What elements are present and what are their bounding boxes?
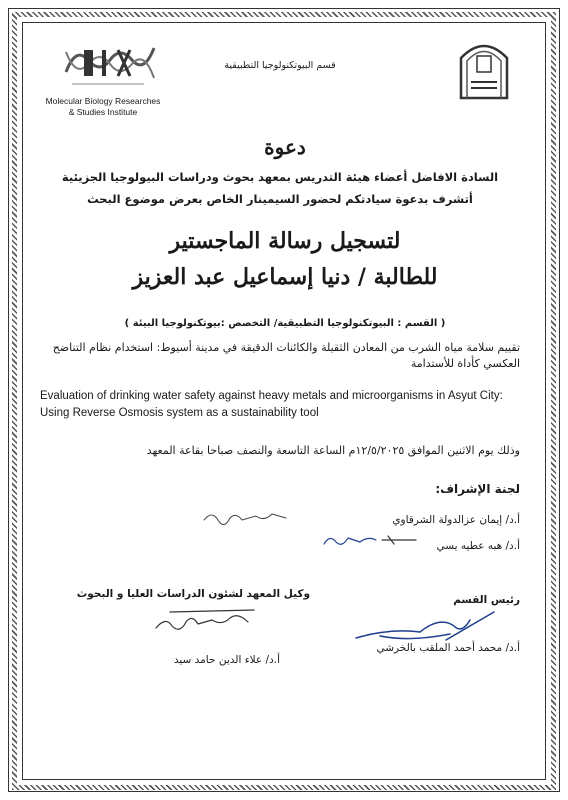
committee-member-2: أ.د/ هبه عطيه يسي (436, 540, 520, 552)
institute-name-line1: Molecular Biology Researches (45, 96, 161, 106)
institute-logo (58, 38, 158, 94)
department-specialization: ( القسم : البيوتكنولوجيا التطبيقية/ التخصص :بيوتكنولوجيا البيئة ) (124, 318, 446, 329)
vice-dean-signature (150, 604, 260, 640)
addressee-line: السادة الافاضل أعضاء هيئة التدريس بمعهد بحوث ودراسات البيولوجيا الجزيئية (61, 170, 499, 184)
university-logo (455, 36, 513, 100)
seminar-date: وذلك يوم الاثنين الموافق ١٢/٥/٢٠٢٥م الساعة التاسعة والنصف صباحا بقاعة المعهد (146, 444, 520, 457)
signature-member-1 (200, 506, 290, 530)
student-name: للطالبة / دنيا إسماعيل عبد العزيز (132, 264, 438, 290)
thesis-label: لتسجيل رسالة الماجستير (169, 228, 401, 254)
department-head-name: أ.د/ محمد أحمد الملقب بالخرشي (376, 642, 520, 654)
vice-dean-name: أ.د/ علاء الدين حامد سيد (173, 654, 280, 666)
institute-name-line2: & Studies Institute (68, 106, 138, 117)
request-line: أتشرف بدعوة سيادتكم لحضور السيمينار الخاص بعرض موضوع البحث (87, 192, 473, 206)
supervision-committee-title: لجنة الإشراف: (435, 482, 520, 496)
research-title-arabic: تقييم سلامة مياه الشرب من المعادن الثقيلة والكائنات الدقيقة في مدينة أسيوط: استخدام نظام التناضح العكسي كأداة للأستدامة (52, 341, 520, 370)
invitation-title: دعوة (264, 135, 306, 159)
research-title-english: Evaluation of drinking water safety against heavy metals and microorganisms in Asyut City: Using Reverse Osmosis system as a sustainability tool (40, 390, 503, 420)
department-header: قسم البيوتكنولوجيا التطبيقية (224, 60, 336, 71)
department-head-title: رئيس القسم (453, 594, 520, 606)
committee-member-1: أ.د/ إيمان عزالدولة الشرقاوي (392, 514, 520, 526)
institute-name (38, 96, 168, 117)
signature-member-2-initials (320, 530, 380, 552)
signature-member-2-mark (380, 532, 420, 548)
vice-dean-title: وكيل المعهد لشئون الدراسات العليا و البحوث (76, 588, 310, 600)
department-head-signature (350, 606, 500, 646)
